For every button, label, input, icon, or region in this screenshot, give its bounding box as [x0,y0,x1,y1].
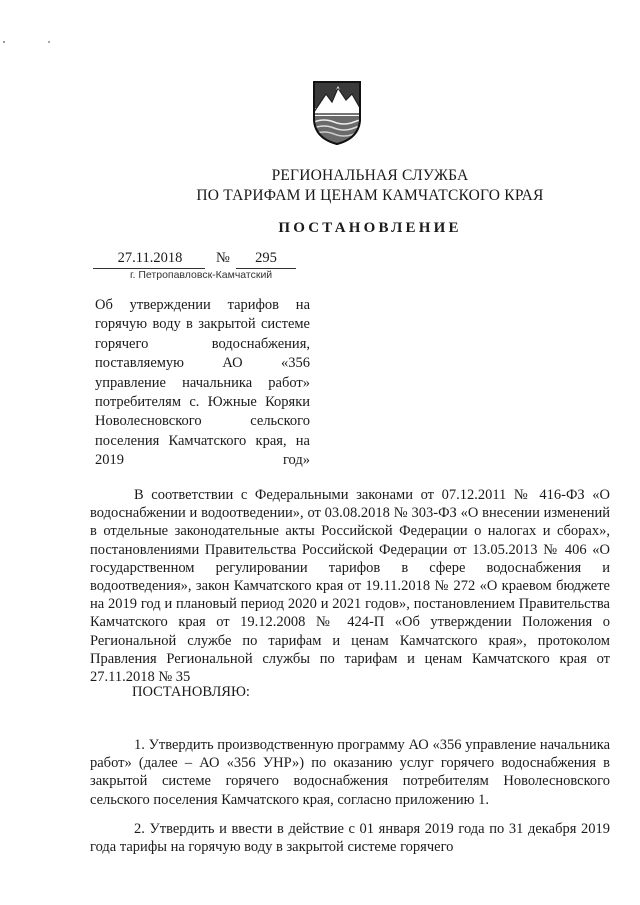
number-sign: № [216,250,230,266]
subject-text: Об утверждении тарифов на горячую воду в закрытой системе горячего водоснабжения, поставляемую АО «356 управление начальника работ» потребителям с. Южные Коряки Новолесновского сельского поселения Камчатского края, на 2019 год» [95,297,310,469]
document-number: 295 [255,250,277,266]
preamble-paragraph: В соответствии с Федеральными законами от 07.12.2011 № 416-ФЗ «О водоснабжении и водоотведении», от 03.08.2018 № 303-ФЗ «О внесении изменений в отдельные законодательные акты Российской Федерации о налогах и сборах», постановлениями Правительства Российской Федерации от 13.05.2013 № 406 «О государственном регулировании тарифов в сфере водоснабжения и водоотведения», закон Камчатского края от 19.11.2018 № 272 «О краевом бюджете на 2019 год и плановый период 2020 и 2021 годов», постановлением Правительства Камчатского края от 19.12.2008 № 424-П «Об утверждении Положения о Региональной службе по тарифам и ценам Камчатского края», протоколом Правления Региональной службы по тарифам и ценам Камчатского края от 27.11.2018 № 35 [90,487,610,686]
item-1-paragraph: 1. Утвердить производственную программу АО «356 управление начальника работ» (далее – АО «356 УНР») по оказанию услуг горячего водоснабжения в закрытой системе горячего водоснабжения потребителям Новолесновского сельского поселения Камчатского края, согласно приложению 1. [90,737,610,808]
scan-speck [48,41,50,43]
document-date: 27.11.2018 [117,250,183,266]
resolve-heading: ПОСТАНОВЛЯЮ: [132,684,250,700]
document-title: ПОСТАНОВЛЕНИЕ [278,220,462,236]
item-2-paragraph: 2. Утвердить и ввести в действие с 01 января 2019 года по 31 декабря 2019 года тарифы на горячую воду в закрытой системе горячего [90,821,610,856]
organization-name-line1: РЕГИОНАЛЬНАЯ СЛУЖБА [271,167,469,184]
document-city: г. Петропавловск-Камчатский [130,269,273,281]
organization-name-line2: ПО ТАРИФАМ И ЦЕНАМ КАМЧАТСКОГО КРАЯ [196,187,544,204]
coat-of-arms-icon [310,78,364,146]
scan-speck [3,41,5,43]
document-subject [95,296,310,471]
